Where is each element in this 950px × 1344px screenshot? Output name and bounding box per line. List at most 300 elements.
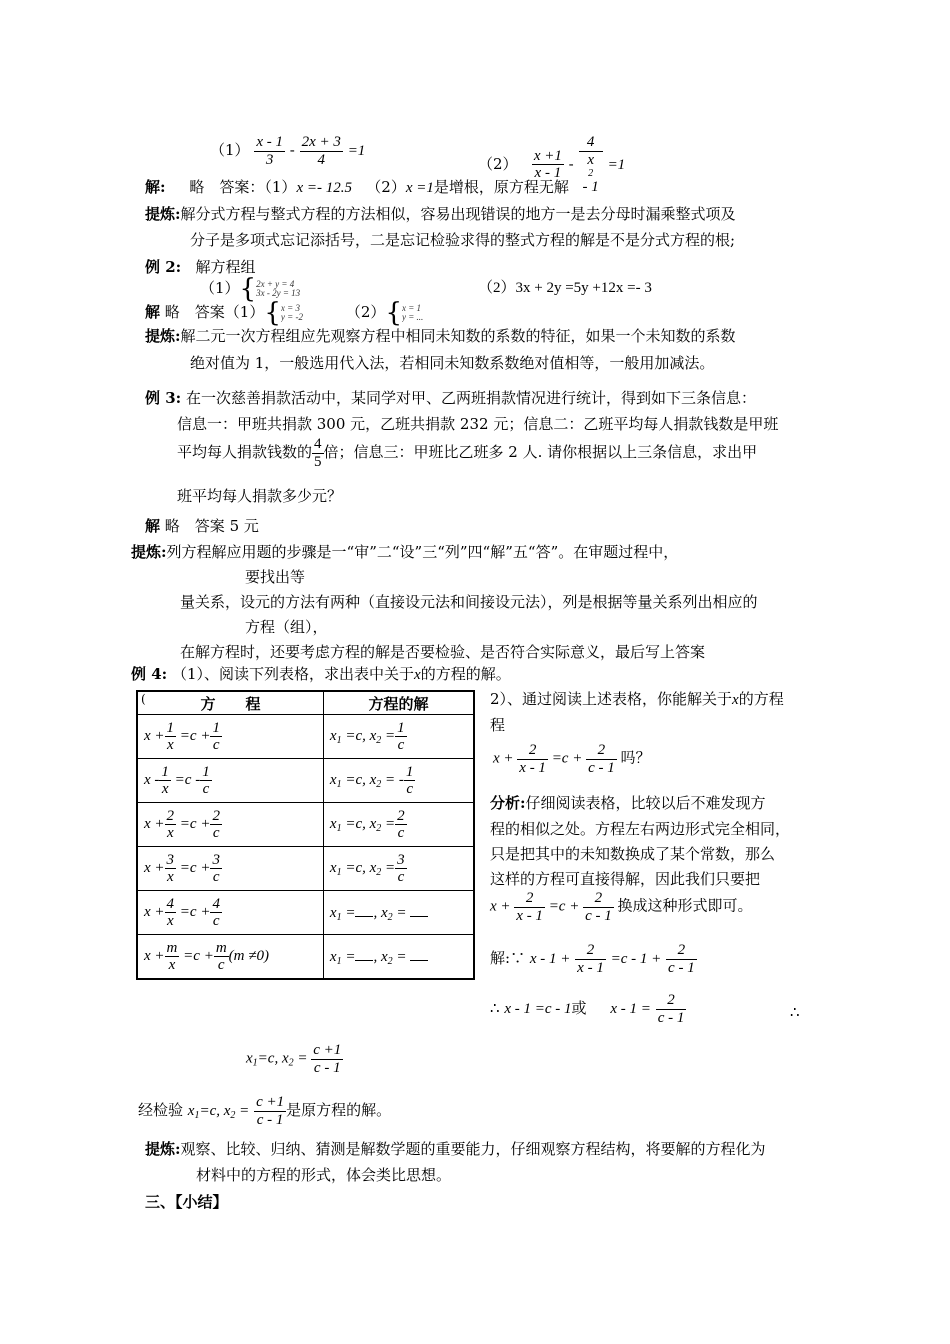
- final-solution: [246, 1042, 343, 1076]
- ex2-system-1: [200, 276, 300, 302]
- fraction: [311, 1042, 343, 1076]
- text: 是原方程的解。: [286, 1101, 392, 1119]
- denominator: c: [397, 869, 405, 885]
- fraction: [165, 808, 177, 842]
- analysis-line2: 程的相似之处。方程左右两边形式完全相同，: [490, 820, 791, 838]
- var-x: x: [144, 815, 151, 832]
- table-row: [137, 803, 474, 847]
- equals: =: [179, 815, 190, 832]
- subscript: 1: [336, 734, 342, 746]
- equals: =: [396, 904, 407, 921]
- denominator: c: [212, 913, 220, 929]
- denominator: x - 1: [534, 165, 562, 182]
- numerator: 2: [517, 742, 548, 760]
- equation-cell: [137, 935, 323, 980]
- example-label: 例 2:: [145, 258, 182, 276]
- fraction: [254, 134, 285, 168]
- table-row: [137, 847, 474, 891]
- tip-label: 提炼:: [145, 327, 181, 345]
- var-x: x: [144, 727, 151, 744]
- numerator: 2: [586, 742, 617, 760]
- sign: +: [154, 947, 165, 964]
- denominator: c: [217, 957, 225, 973]
- denominator: 5: [314, 453, 322, 470]
- sign: +: [154, 815, 165, 832]
- text: 仔细阅读表格，比较以后不难发现方: [525, 794, 766, 812]
- equals-rhs: =1: [347, 143, 366, 159]
- tip-text: 观察、比较、归纳、猜测是解数学题的重要能力，仔细观察方程结构，将要解的方程化为: [180, 1140, 766, 1158]
- numerator: 1: [397, 719, 405, 736]
- sign: +: [200, 859, 211, 876]
- numerator: 2: [514, 890, 545, 908]
- tip-text: 解二元一次方程组应先观察方程中相同未知数的系数的特征，如果一个未知数的系数: [180, 327, 736, 345]
- fraction: [300, 134, 343, 168]
- equals-rhs: =1: [607, 156, 626, 173]
- fraction: [532, 148, 564, 182]
- var-x: x: [329, 859, 337, 876]
- answer-system-2: [402, 304, 423, 322]
- text: x +: [490, 898, 511, 915]
- tip-4-line1: [145, 1140, 766, 1159]
- fraction: [514, 890, 545, 924]
- const-c: c: [189, 815, 197, 832]
- sign: +: [200, 815, 211, 832]
- solution-cell: $x_1$ = , $x_2$ =: [323, 891, 474, 935]
- fraction: [214, 940, 229, 974]
- denominator: x: [166, 737, 174, 753]
- numerator: c +1: [313, 1042, 342, 1058]
- numerator: 3: [212, 851, 220, 868]
- equals: =: [179, 727, 190, 744]
- text: x - 1 =c - 1: [504, 1001, 572, 1017]
- subscript: 2: [376, 866, 382, 878]
- table-header-solution: 方程的解: [323, 691, 474, 715]
- numerator: m: [215, 939, 227, 956]
- tip-1-line2: 分子是多项式忘记添括号，二是忘记检验求得的整式方程的解是不是分式方程的根;: [190, 231, 736, 249]
- answer-eq-b: y = ...: [401, 312, 424, 322]
- subscript: 1: [336, 911, 342, 923]
- solution-3: [145, 517, 259, 536]
- solution-1: [145, 178, 569, 198]
- text: =c, x: [345, 815, 377, 832]
- variable: x: [732, 692, 739, 708]
- brace: {: [264, 298, 281, 328]
- analysis-label: 分析:: [490, 794, 526, 812]
- denominator: 3: [265, 151, 274, 168]
- equation-cell: [137, 715, 323, 759]
- text: x - 1 =: [610, 1001, 651, 1017]
- numerator: 2: [583, 890, 614, 908]
- subscript: 1: [194, 1110, 200, 1121]
- col-header: 方 程: [200, 694, 261, 713]
- fraction: [395, 808, 407, 842]
- example-label: 例 3:: [145, 389, 182, 407]
- ex1-eq1-label: （1）: [210, 141, 250, 159]
- text: x: [187, 1103, 195, 1119]
- fraction: [165, 852, 177, 886]
- check-line: [138, 1094, 391, 1128]
- text: 的方程的解。: [420, 665, 511, 683]
- tip-label: 提炼:: [145, 1140, 181, 1158]
- solution-label: 解: [145, 303, 161, 321]
- numerator: x +1: [533, 147, 562, 164]
- tip-text: 列方程解应用题的步骤是一“审”二“设”三“列”四“解”五“答”。在审题过程中，: [166, 543, 679, 561]
- solution-text: 略 答案（1）: [164, 303, 265, 321]
- const-c: c: [193, 947, 200, 964]
- solution-label: 解:: [490, 949, 511, 967]
- numerator: 1: [212, 719, 220, 736]
- answer-blank[interactable]: [410, 950, 428, 961]
- numerator: 1: [405, 763, 414, 780]
- denominator: c - 1: [657, 1009, 685, 1026]
- text: 或: [571, 999, 587, 1017]
- tip-3-line1: [131, 543, 678, 562]
- text: 倍；信息三：甲班比乙班多 2 人. 请你根据以上三条信息，求出甲: [323, 443, 758, 461]
- therefore-symbol: ∴: [490, 999, 500, 1017]
- const-c: c: [189, 727, 197, 744]
- subscript: 1: [336, 866, 342, 878]
- solution-cell: [323, 759, 474, 803]
- fraction: [583, 890, 614, 924]
- fraction: [404, 764, 416, 798]
- tip-text: 解分式方程与整式方程的方法相似，容易出现错误的地方一是去分母时漏乘整式项及: [180, 205, 736, 223]
- condition: (m ≠0): [228, 947, 269, 964]
- fraction: [586, 742, 617, 776]
- denominator: 4: [317, 151, 326, 168]
- fraction: [666, 942, 697, 976]
- variable: x: [414, 667, 421, 683]
- var-x: x: [329, 815, 337, 832]
- subscript: 1: [336, 822, 342, 834]
- tip-2-line2: 绝对值为 1，一般选用代入法，若相同未知数系数绝对值相等，一般用加减法。: [190, 354, 715, 372]
- equation-cell: [137, 759, 323, 803]
- example-3-line4: 班平均每人捐款多少元？: [177, 487, 343, 505]
- example-3-line1: [145, 389, 756, 408]
- fraction: [579, 134, 603, 196]
- subscript: 2: [288, 1057, 294, 1069]
- table-row: [137, 715, 474, 759]
- denominator: c: [397, 737, 405, 753]
- numerator: 2x + 3: [301, 134, 341, 150]
- tip-1-line1: [145, 205, 736, 224]
- numerator: 4: [579, 134, 603, 152]
- denominator: x - 1: [516, 907, 543, 924]
- brace: {: [385, 298, 402, 328]
- solution-text: 略 答案 5 元: [164, 517, 259, 535]
- text: =c +: [548, 898, 580, 915]
- denominator: c - 1: [588, 759, 615, 776]
- text: 换成这种形式即可。: [617, 898, 753, 915]
- numerator: 2: [656, 992, 687, 1010]
- tip-3-line2: 要找出等: [245, 568, 306, 586]
- var-x: x: [144, 903, 151, 920]
- fraction: [210, 852, 222, 886]
- fraction: [210, 720, 222, 754]
- solution-2: [145, 300, 423, 326]
- answer-eq-a: x = 3: [280, 304, 300, 313]
- text: =c, x: [345, 727, 377, 744]
- table-corner-mark: (: [141, 692, 146, 706]
- numerator: 3: [166, 851, 175, 868]
- ex1-eq2-label: （2）: [478, 154, 518, 173]
- var-x: x: [144, 947, 151, 964]
- denominator: c: [202, 781, 210, 797]
- subscript: 1: [336, 778, 342, 790]
- text: =c - 1 +: [610, 951, 662, 967]
- fraction: [210, 808, 222, 842]
- const-c: c: [189, 903, 197, 920]
- text: x - 1 +: [529, 951, 571, 967]
- denominator: x - 1: [519, 759, 546, 776]
- text: =c, x: [257, 1050, 289, 1067]
- answer-2-label: （2）: [345, 303, 386, 321]
- denominator: x: [168, 957, 176, 973]
- text: 的方程: [738, 690, 784, 708]
- text: =: [239, 1103, 250, 1119]
- text: 平均每人捐款钱数的: [177, 443, 313, 461]
- numerator: 2: [666, 942, 697, 960]
- solution-label: 解:: [145, 178, 166, 196]
- const-c: c: [184, 771, 192, 788]
- answer-2: x =1: [405, 180, 434, 196]
- table-row: [137, 759, 474, 803]
- example-text: 在一次慈善捐款活动中，某同学对甲、乙两班捐款情况进行统计，得到如下三条信息：: [185, 389, 756, 407]
- ex2-p1-label: （1）: [200, 279, 240, 297]
- solution-cell: [323, 803, 474, 847]
- tip-4-line2: 材料中的方程的形式，体会类比思想。: [196, 1166, 452, 1184]
- denominator: x: [166, 825, 174, 841]
- numerator: x - 1: [256, 134, 283, 150]
- because-symbol: ∵: [510, 949, 526, 967]
- var-x: x: [380, 904, 388, 921]
- sign: -: [398, 771, 404, 788]
- analysis-line5: [490, 890, 753, 924]
- denominator: c - 1: [668, 959, 695, 976]
- answer-blank[interactable]: [410, 906, 428, 917]
- equals: =: [396, 948, 407, 965]
- q2-equation: [493, 742, 651, 776]
- system-eq-a: 2x + y = 4: [256, 280, 295, 289]
- equals: =: [385, 815, 396, 832]
- fraction: [159, 764, 171, 798]
- tip-3-line5: 在解方程时，还要考虑方程的解是否要检验、是否符合实际意义，最后写上答案: [180, 643, 706, 661]
- denominator-tail: - 1: [582, 179, 599, 195]
- numerator: m: [166, 939, 178, 956]
- analysis-line1: [490, 794, 766, 813]
- numerator: 1: [202, 763, 210, 780]
- denominator: c - 1: [585, 907, 612, 924]
- denominator: c: [212, 825, 220, 841]
- subscript: 1: [336, 955, 342, 967]
- denominator: c: [397, 825, 405, 841]
- text: =c, x: [345, 771, 377, 788]
- operator: -: [289, 141, 295, 159]
- fraction: [312, 436, 324, 470]
- solution-cell: $x_1$ = , $x_2$ =: [323, 935, 474, 980]
- subscript: 1: [252, 1057, 258, 1069]
- var-x: x: [329, 727, 337, 744]
- subscript: 2: [387, 955, 393, 967]
- solution-cell: [323, 847, 474, 891]
- example-title: 解方程组: [195, 258, 256, 276]
- numerator: 1: [166, 719, 175, 736]
- tip-3-line4: 方程（组），: [245, 618, 328, 636]
- denominator: x: [166, 869, 174, 885]
- sign: +: [154, 903, 165, 920]
- equals: =: [183, 947, 194, 964]
- var-x: x: [329, 904, 337, 921]
- numerator: 4: [212, 895, 220, 912]
- equals: =: [179, 859, 190, 876]
- denominator: c: [212, 869, 220, 885]
- example-label: 例 4:: [131, 665, 168, 683]
- therefore-symbol-2: ∴: [790, 1003, 800, 1021]
- numerator: 2: [575, 942, 606, 960]
- sign: -: [154, 771, 160, 788]
- text: x: [246, 1050, 253, 1067]
- numerator: 1: [161, 763, 169, 780]
- denominator: x: [166, 913, 174, 929]
- operator: -: [568, 154, 574, 173]
- denominator: c: [406, 781, 413, 797]
- subscript: 2: [387, 911, 393, 923]
- fraction: [656, 992, 687, 1026]
- fraction: [254, 1094, 286, 1128]
- numerator: 4: [166, 895, 175, 912]
- table-header-equation: [137, 691, 323, 715]
- equation-system: [256, 280, 300, 298]
- subscript: 2: [376, 734, 382, 746]
- equals: =: [345, 948, 356, 965]
- denominator: c - 1: [313, 1059, 341, 1076]
- solution-text: 略 答案：（1）: [189, 178, 297, 196]
- fraction: [200, 764, 212, 798]
- system-eq-b: 3x - 2y = 13: [256, 288, 301, 298]
- sign: +: [200, 727, 211, 744]
- table-row: [137, 935, 474, 980]
- tip-label: 提炼:: [131, 543, 167, 561]
- subscript: 2: [376, 822, 382, 834]
- brace: {: [239, 274, 257, 304]
- fraction: [517, 742, 548, 776]
- text: （1）、阅读下列表格，求出表中关于: [171, 665, 415, 683]
- tip-label: 提炼:: [145, 205, 181, 223]
- const-c: c: [189, 859, 197, 876]
- answer-2-note: 是增根，原方程无解: [433, 178, 569, 196]
- fraction: [165, 940, 180, 974]
- equation-cell: [137, 803, 323, 847]
- answer-blank[interactable]: [355, 906, 373, 917]
- text: x +: [493, 750, 514, 767]
- fraction: [395, 852, 407, 886]
- denominator: c: [212, 737, 220, 753]
- numerator: 2: [166, 807, 175, 824]
- table-header-row: [137, 691, 474, 715]
- fraction: [165, 720, 177, 754]
- analysis-line4: 这样的方程可直接得解，因此我们只要把: [490, 870, 761, 888]
- denominator: [579, 152, 603, 196]
- equals: =: [174, 771, 185, 788]
- text: 2）、通过阅读上述表格，你能解关于: [490, 690, 733, 708]
- fraction: [210, 896, 222, 930]
- fraction: [575, 942, 606, 976]
- sign: +: [154, 859, 165, 876]
- equation-cell: [137, 891, 323, 935]
- subscript: 2: [230, 1110, 236, 1121]
- fraction: [395, 720, 407, 754]
- numerator: 3: [397, 851, 405, 868]
- sign: +: [203, 947, 214, 964]
- text: =c +: [551, 750, 583, 767]
- answer-eq-b: y = -2: [280, 312, 303, 322]
- equals: =: [385, 727, 396, 744]
- equals: =: [179, 903, 190, 920]
- text: =c, x: [199, 1103, 231, 1119]
- denominator: x - 1: [577, 959, 604, 976]
- numerator: 2: [212, 807, 220, 824]
- analysis-line3: 只是把其中的未知数换成了某个常数，那么: [490, 845, 776, 863]
- numerator: 4: [314, 436, 322, 452]
- answer-system-1: [281, 304, 303, 322]
- numerator: c +1: [256, 1094, 285, 1110]
- solution-4-line1: [490, 942, 697, 976]
- table-row: [137, 891, 474, 935]
- answer-2-label: （2）: [366, 178, 406, 196]
- ex2-eq-2: （2）3x + 2y =5y +12x =- 3: [478, 280, 652, 296]
- solution-cell: [323, 715, 474, 759]
- sign: -: [195, 771, 201, 788]
- example-3-line2: 信息一：甲班共捐款 300 元，乙班共捐款 232 元；信息二：乙班平均每人捐款钱数是甲班: [177, 415, 779, 433]
- summary-heading: 三、【小结】: [145, 1193, 228, 1211]
- tip-2-line1: [145, 327, 736, 346]
- var-x: x: [329, 948, 337, 965]
- text: 经检验: [138, 1101, 184, 1119]
- example-3-line3: [177, 436, 757, 470]
- answer-blank[interactable]: [355, 950, 373, 961]
- equals: =: [345, 904, 356, 921]
- numerator: 2: [397, 807, 405, 824]
- q2-line1: [490, 690, 784, 710]
- subscript: 2: [376, 778, 382, 790]
- example-4-intro: [131, 665, 511, 685]
- q2-line2: 程: [490, 716, 506, 734]
- var-x: x: [329, 771, 337, 788]
- solution-label: 解: [145, 517, 161, 535]
- denominator: c - 1: [256, 1111, 284, 1128]
- denominator: x: [161, 781, 169, 797]
- denominator-x: x: [587, 151, 594, 168]
- fraction: [165, 896, 177, 930]
- question-mark-text: 吗？: [620, 750, 651, 767]
- equation-table: [136, 690, 475, 980]
- sign: +: [200, 903, 211, 920]
- var-x: x: [380, 948, 388, 965]
- solution-4-line2: [490, 992, 686, 1026]
- answer-1: x =- 12.5: [296, 180, 352, 196]
- equals: =: [385, 859, 396, 876]
- var-x: x: [144, 859, 151, 876]
- equation-cell: [137, 847, 323, 891]
- text: =: [297, 1050, 308, 1067]
- ex1-eq1: [210, 134, 365, 168]
- answer-eq-a: x = 1: [401, 304, 422, 313]
- text: =c, x: [345, 859, 377, 876]
- sign: +: [154, 727, 165, 744]
- tip-3-line3: 量关系，设元的方法有两种（直接设元法和间接设元法），列是根据等量关系列出相应的: [180, 593, 758, 611]
- var-x: x: [144, 771, 151, 788]
- exponent: 2: [588, 168, 594, 179]
- equals: =: [385, 771, 396, 788]
